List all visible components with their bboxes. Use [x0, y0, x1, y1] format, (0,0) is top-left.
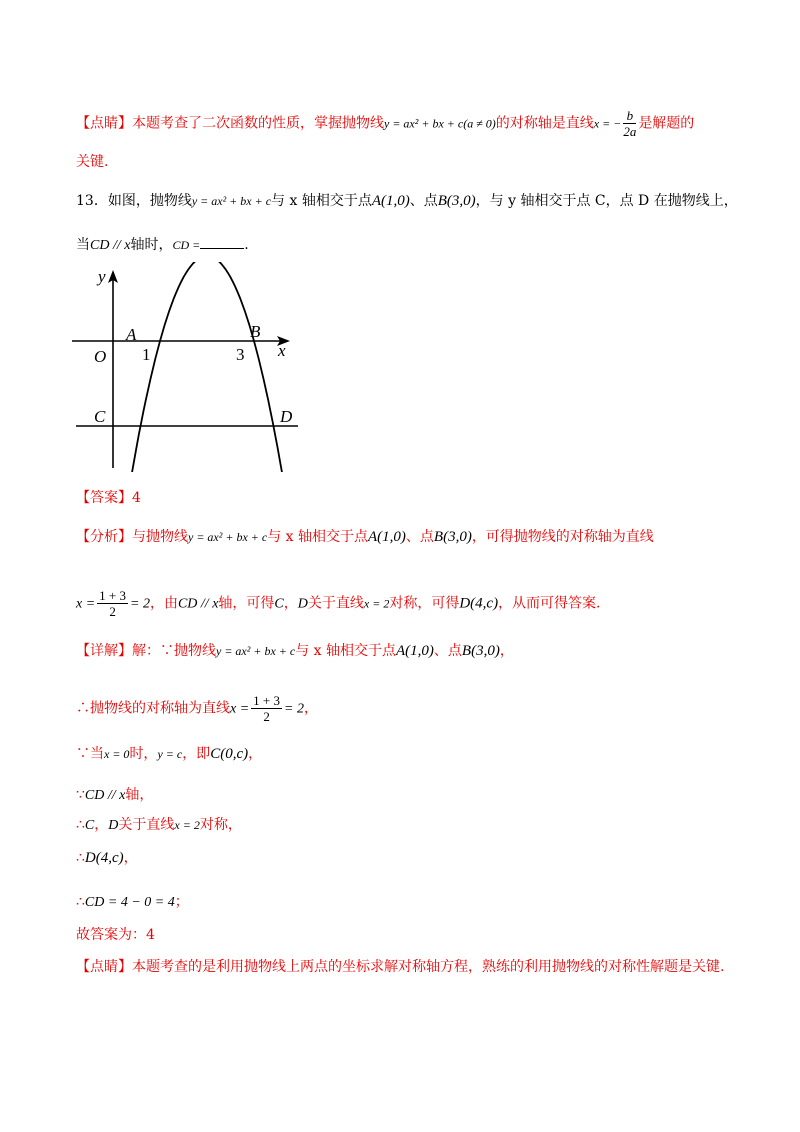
answer-blank — [200, 234, 244, 249]
analysis-text: ，从而可得答案. — [498, 595, 601, 612]
x-zero: x = 0 — [104, 747, 130, 761]
parabola-formula: y = ax² + bx + c — [188, 530, 268, 544]
x-equals: x = — [230, 701, 250, 717]
point-c-label: C — [84, 818, 95, 833]
fraction-numerator: 1 + 3 — [99, 588, 127, 603]
fraction-denominator: 2 — [263, 709, 270, 724]
detail-line-3 — [76, 744, 262, 764]
parabola-formula: y = ax² + bx + c(a ≠ 0) — [384, 116, 496, 131]
parabola-formula: y = ax² + bx + c — [191, 194, 272, 208]
analysis-line-1 — [76, 527, 654, 547]
y-equals-c: y = c — [157, 747, 183, 761]
point-b: B(3,0) — [461, 643, 500, 659]
analysis-text: ，可得抛物线的对称轴为直线 — [471, 529, 654, 545]
equals-two: = 2 — [284, 701, 304, 717]
label-c: C — [94, 407, 106, 426]
detail-text: ∴ — [76, 850, 85, 866]
note-tag: 【点睛】 — [76, 959, 132, 975]
answer-value: 4 — [132, 490, 141, 506]
point-a: A(1,0) — [396, 643, 434, 659]
detail-line-8 — [76, 925, 155, 945]
detail-line-4 — [76, 785, 153, 806]
answer-tag: 【答案】 — [76, 490, 132, 506]
detail-line-7 — [76, 892, 189, 913]
equals-two: = 2 — [130, 596, 150, 612]
question-text: 轴时， — [130, 237, 173, 253]
parabola-figure — [70, 262, 302, 472]
label-b: B — [250, 322, 261, 341]
note-text: 是解题的 — [638, 115, 695, 132]
question-text: 、点 — [409, 193, 438, 209]
point-c-label: C — [274, 596, 284, 612]
analysis-text: 关于直线 — [307, 595, 364, 612]
cd-parallel-x: CD // x — [84, 788, 126, 803]
tick-label-3: 3 — [236, 345, 245, 364]
midpoint-fraction — [251, 693, 282, 724]
cd-equals: CD = — [172, 238, 201, 252]
note-paragraph-2 — [76, 957, 724, 977]
question-text: 与 x 轴相交于点 — [271, 193, 372, 209]
label-y: y — [98, 267, 106, 286]
point-b: B(3,0) — [437, 193, 476, 209]
point-a: A(1,0) — [368, 529, 406, 545]
detail-text: 与 x 轴相交于点 — [295, 643, 396, 659]
midpoint-fraction — [97, 588, 128, 619]
detail-line-5 — [76, 815, 242, 836]
question-text: 如图，抛物线 — [107, 193, 192, 209]
note-paragraph-1 — [76, 108, 694, 139]
point-c: C(0,c) — [210, 746, 249, 762]
cd-parallel-x: CD // x — [90, 238, 131, 253]
line-x-2: x = 2 — [174, 818, 200, 832]
axis-formula-lhs: x = − — [593, 116, 622, 131]
detail-text: ， — [94, 817, 109, 833]
detail-text: ； — [174, 894, 189, 910]
question-number: 13． — [76, 193, 108, 209]
detail-text: ， — [303, 700, 318, 717]
note-text: 本题考查了二次函数的性质，掌握抛物线 — [132, 115, 384, 132]
analysis-text: ，由 — [149, 595, 178, 612]
note-text: 的对称轴是直线 — [495, 115, 594, 132]
analysis-text: 、点 — [405, 529, 434, 545]
axis-fraction — [623, 108, 636, 139]
analysis-text: 与 x 轴相交于点 — [267, 529, 368, 545]
cd-parallel-x: CD // x — [177, 596, 219, 612]
note-text: 关键. — [76, 154, 109, 170]
analysis-text: 对称，可得 — [389, 595, 460, 612]
detail-text: ∵ — [76, 787, 85, 803]
label-d: D — [280, 407, 293, 426]
analysis-text: 轴，可得 — [218, 595, 275, 612]
parabola-formula: y = ax² + bx + c — [216, 644, 296, 658]
note-tag: 【点睛】 — [76, 115, 132, 132]
detail-text: ∴ — [76, 894, 85, 910]
analysis-line-2 — [76, 588, 601, 619]
analysis-text: ， — [283, 595, 298, 612]
analysis-tag: 【分析】 — [76, 529, 132, 545]
detail-text: 轴， — [125, 787, 154, 803]
detail-text: ， — [499, 643, 514, 659]
detail-text: ， — [123, 850, 138, 866]
detail-text: 对称， — [199, 817, 242, 833]
question-text: 当 — [76, 237, 90, 253]
fraction-denominator: 2 — [109, 604, 116, 619]
detail-text: 时， — [129, 746, 158, 762]
detail-line-1 — [76, 641, 514, 661]
cd-equation: CD = 4 − 0 = 4 — [84, 895, 175, 910]
note-text: 本题考查的是利用抛物线上两点的坐标求解对称轴方程，熟练的利用抛物线的对称性解题是关键. — [132, 959, 725, 975]
parabola-curve — [104, 262, 302, 472]
fraction-numerator: 1 + 3 — [253, 693, 281, 708]
analysis-text: 与抛物线 — [132, 529, 188, 545]
question-text: ，与 y 轴相交于点 C，点 D 在抛物线上， — [475, 193, 738, 209]
detail-line-6 — [76, 848, 138, 868]
detail-text: 关于直线 — [118, 817, 175, 833]
detail-text: ，即 — [182, 746, 211, 762]
detail-text: 解：∵抛物线 — [132, 643, 216, 659]
point-a: A(1,0) — [371, 193, 410, 209]
point-b: B(3,0) — [433, 529, 472, 545]
fraction-denominator: 2a — [623, 124, 637, 139]
x-equals: x = — [76, 596, 96, 612]
line-x-2: x = 2 — [363, 596, 390, 611]
fraction-numerator: b — [623, 108, 636, 124]
question-line-1 — [76, 191, 738, 211]
label-origin: O — [94, 347, 107, 366]
label-a: A — [126, 325, 137, 344]
point-d: D(4,c) — [459, 595, 499, 612]
note-paragraph-1-cont — [76, 152, 108, 172]
question-text: . — [244, 237, 249, 253]
point-d: D(4,c) — [84, 850, 124, 866]
question-line-2 — [76, 234, 249, 256]
detail-tag: 【详解】 — [76, 643, 132, 659]
detail-line-2 — [76, 693, 318, 724]
label-x: x — [278, 341, 286, 360]
detail-text: ∴抛物线的对称轴为直线 — [76, 700, 230, 717]
detail-text: ∵当 — [76, 746, 104, 762]
final-answer: 故答案为：4 — [76, 927, 155, 943]
point-d-label: D — [108, 818, 119, 833]
detail-text: 、点 — [433, 643, 462, 659]
point-d-label: D — [297, 596, 308, 612]
detail-text: ， — [248, 746, 263, 762]
detail-text: ∴ — [76, 817, 85, 833]
answer-line — [76, 488, 141, 508]
tick-label-1: 1 — [142, 345, 151, 364]
